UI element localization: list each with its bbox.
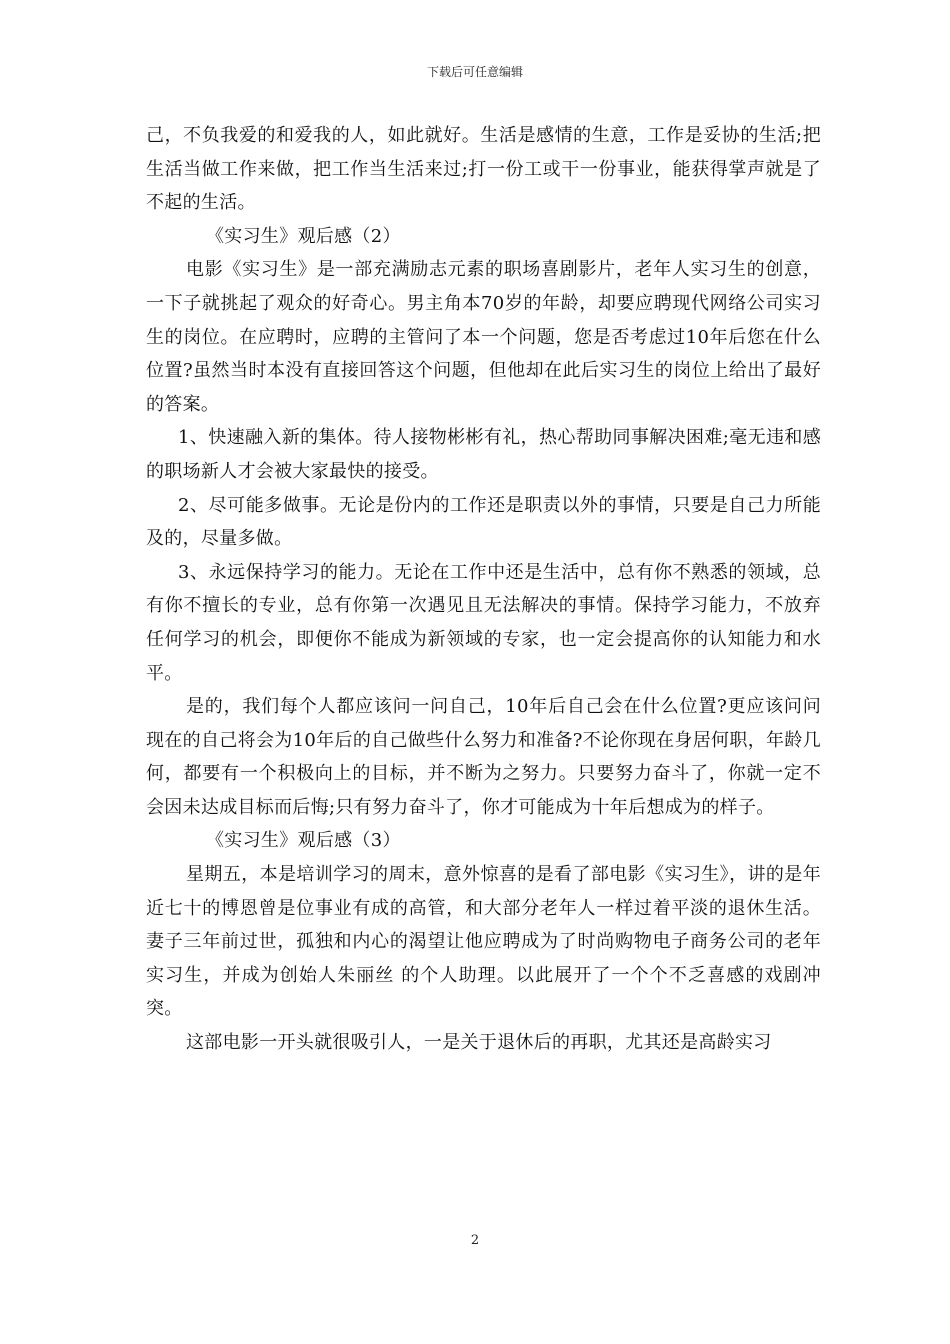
page-header: 下载后可任意编辑: [426, 65, 523, 79]
document-body: [146, 119, 821, 1060]
paragraph-continuation: 己，不负我爱的和爱我的人，如此就好。生活是感情的生意，工作是妥协的生活;把生活当做工作来做，把工作当生活来过;打一份工或干一份事业，能获得掌声就是了不起的生活。: [146, 125, 821, 214]
paragraph-synopsis: 星期五，本是培训学习的周末，意外惊喜的是看了部电影《实习生》，讲的是年近七十的博恩曾是位事业有成的高管，和大部分老年人一样过着平淡的退休生活。妻子三年前过世，孤独和内心的渴望让他应聘成为了时尚购物电子商务公司的老年实习生，并成为创始人朱丽丝 的个人助理。以此展开了一个个不乏喜感的戏剧冲突。: [146, 864, 821, 1020]
paragraph-reflection: 是的，我们每个人都应该问一问自己，10年后自己会在什么位置?更应该问问现在的自己将会为10年后的自己做些什么努力和准备?不论你现在身居何职，年龄几何，都要有一个积极向上的目标，并不断为之努力。只要努力奋斗了，你就一定不会因未达成目标而后悔;只有努力奋斗了，你才可能成为十年后想成为的样子。: [146, 696, 821, 818]
section-title-2: 《实习生》观后感（2）: [206, 225, 401, 247]
section-title-3: 《实习生》观后感（3）: [206, 830, 401, 852]
list-item-3: 3、永远保持学习的能力。无论在工作中还是生活中，总有你不熟悉的领域，总有你不擅长的专业，总有你第一次遇见且无法解决的事情。保持学习能力，不放弃任何学习的机会，即便你不能成为新领域的专家，也一定会提高你的认知能力和水平。: [146, 561, 821, 684]
list-item-2: 2、尽可能多做事。无论是份内的工作还是职责以外的事情，只要是自己力所能及的，尽量多做。: [146, 494, 821, 550]
list-item-1: 1、快速融入新的集体。待人接物彬彬有礼，热心帮助同事解决困难;毫无违和感的职场新人才会被大家最快的接受。: [146, 427, 821, 482]
paragraph-opening: 这部电影一开头就很吸引人，一是关于退休后的再职，尤其还是高龄实习: [186, 1032, 772, 1054]
paragraph-intro: 电影《实习生》是一部充满励志元素的职场喜剧影片，老年人实习生的创意，一下子就挑起了观众的好奇心。男主角本70岁的年龄，却要应聘现代网络公司实习生的岗位。在应聘时，应聘的主管问了本一个问题，您是否考虑过10年后您在什么位置?虽然当时本没有直接回答这个问题，但他却在此后实习生的岗位上给出了最好的答案。: [146, 259, 821, 415]
page-number: 2: [470, 1233, 480, 1248]
